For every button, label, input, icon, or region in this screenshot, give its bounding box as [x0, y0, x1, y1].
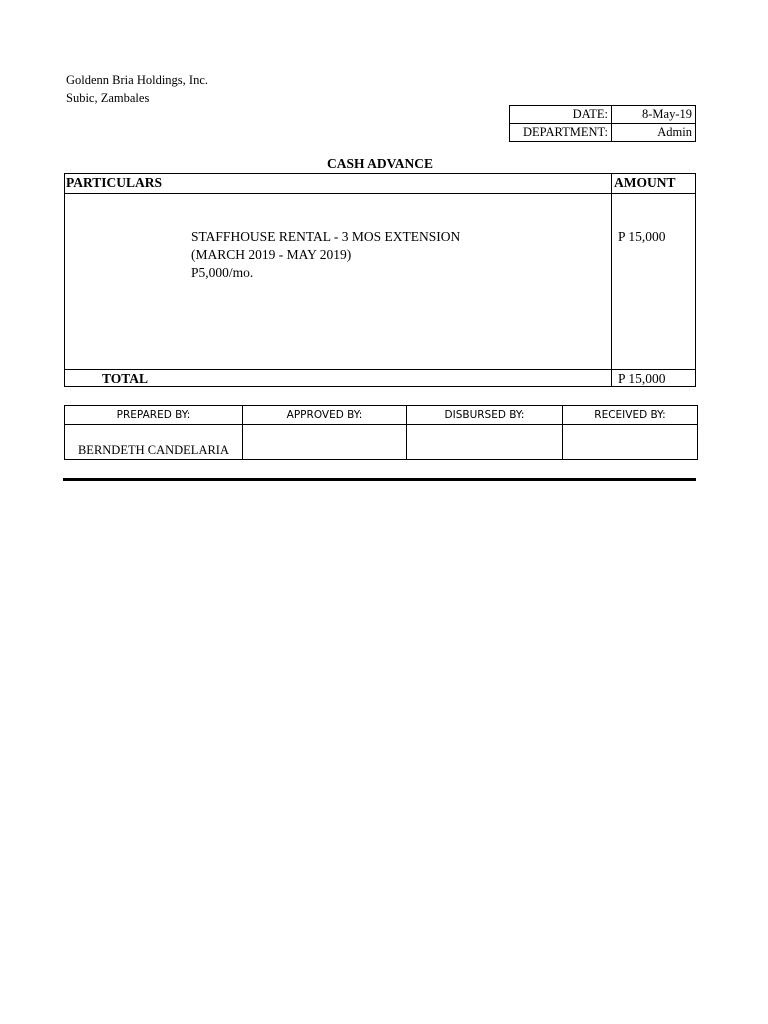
total-amount: P 15,000 — [618, 371, 666, 386]
form-title: CASH ADVANCE — [327, 156, 433, 171]
received-by-name — [563, 458, 697, 459]
item-amount: P 15,000 — [618, 229, 666, 244]
department-value: Admin — [612, 124, 696, 142]
department-label: DEPARTMENT: — [510, 124, 612, 142]
prepared-by-cell — [65, 425, 243, 460]
disbursed-by-name — [407, 458, 562, 459]
meta-table — [509, 105, 696, 142]
particulars-table — [64, 173, 696, 387]
approved-by-label: APPROVED BY: — [243, 406, 407, 425]
particulars-header: PARTICULARS — [66, 175, 163, 190]
prepared-by-label: PREPARED BY: — [65, 406, 243, 425]
item-line-2: (MARCH 2019 - MAY 2019) — [191, 247, 352, 262]
disbursed-by-label: DISBURSED BY: — [407, 406, 563, 425]
date-label: DATE: — [510, 106, 612, 124]
prepared-by-name: BERNDETH CANDELARIA — [77, 443, 230, 457]
disbursed-by-cell — [407, 425, 563, 460]
item-line-1: STAFFHOUSE RENTAL - 3 MOS EXTENSION — [191, 229, 461, 244]
item-line-3: P5,000/mo. — [191, 265, 254, 280]
received-by-cell — [563, 425, 698, 460]
item-description — [191, 228, 460, 282]
approved-by-name — [243, 458, 406, 459]
company-block — [66, 71, 208, 107]
amount-header: AMOUNT — [614, 175, 676, 190]
column-divider — [611, 174, 612, 386]
total-label: TOTAL — [102, 371, 149, 386]
date-row — [510, 106, 696, 124]
bottom-rule — [63, 478, 696, 481]
signature-table — [64, 405, 698, 460]
signature-name-row — [65, 425, 698, 460]
signature-header-row — [65, 406, 698, 425]
approved-by-cell — [243, 425, 407, 460]
total-divider — [65, 369, 695, 370]
department-row — [510, 124, 696, 142]
company-name: Goldenn Bria Holdings, Inc. — [66, 73, 208, 87]
received-by-label: RECEIVED BY: — [563, 406, 698, 425]
company-address: Subic, Zambales — [66, 91, 150, 105]
date-value: 8-May-19 — [612, 106, 696, 124]
